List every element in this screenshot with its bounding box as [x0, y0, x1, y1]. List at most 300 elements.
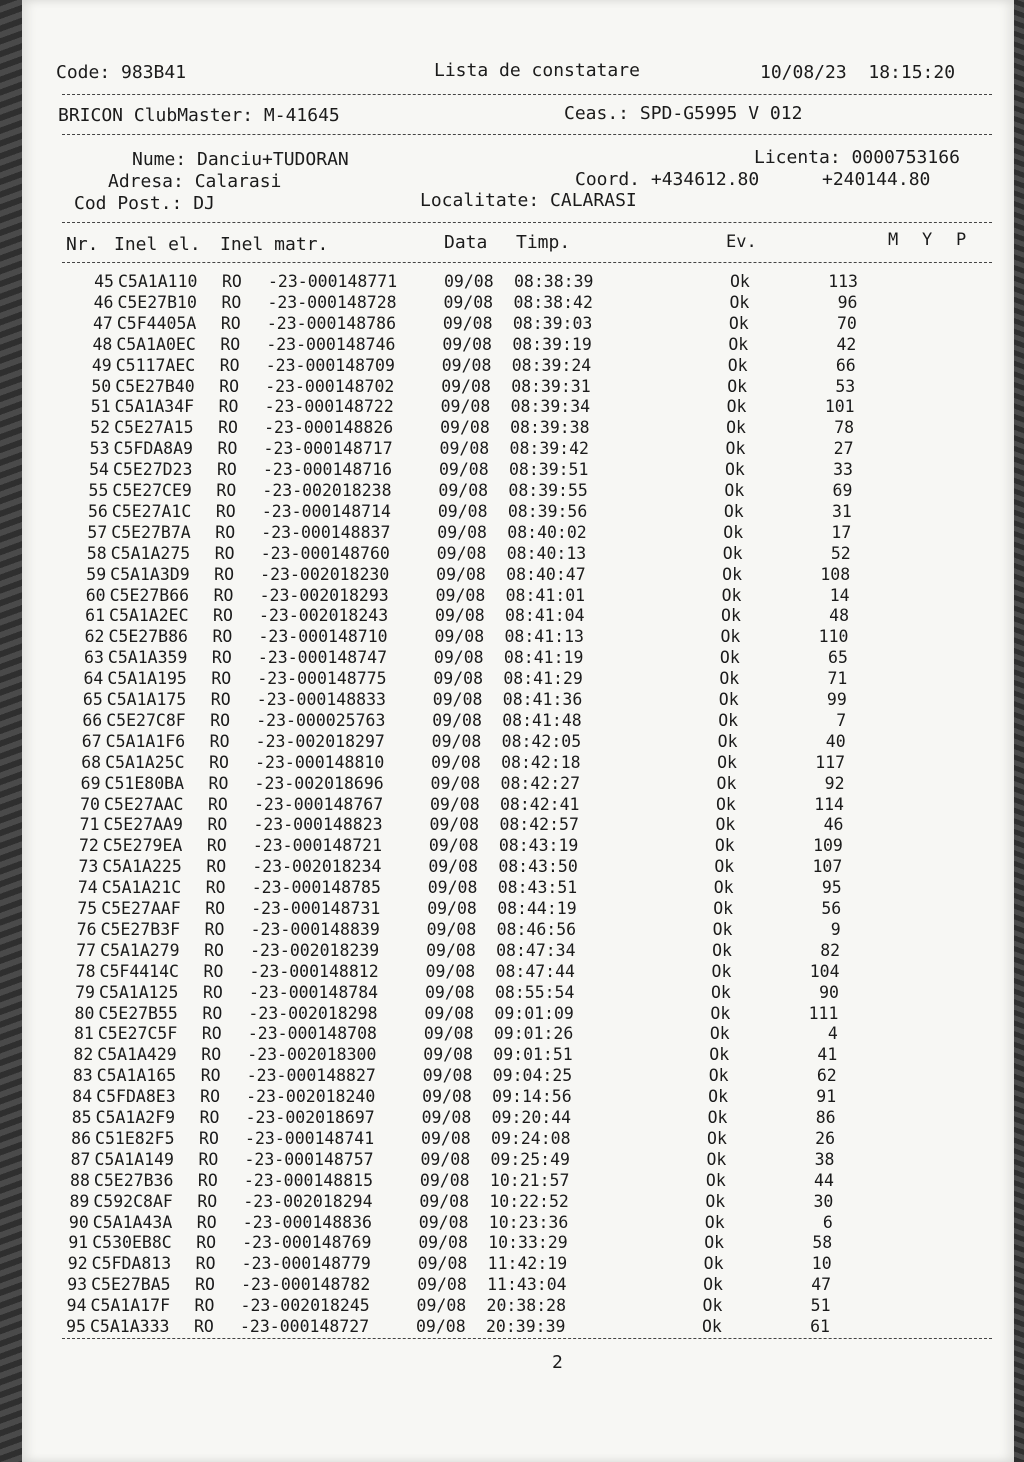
- country-code: RO: [221, 292, 242, 312]
- arrival-date: 09/08: [436, 543, 487, 563]
- arrival-date: 09/08: [431, 731, 482, 751]
- arrival-date: 09/08: [433, 648, 484, 668]
- distance-value: 42: [836, 334, 857, 354]
- row-number: 67: [81, 731, 102, 751]
- arrival-date: 09/08: [423, 1045, 473, 1065]
- country-code: RO: [205, 899, 226, 918]
- arrival-time: 08:40:02: [507, 522, 587, 542]
- event-status: Ok: [714, 836, 735, 856]
- ring-registration: -23-002018300: [247, 1045, 377, 1065]
- ring-registration: -23-002018238: [262, 481, 392, 500]
- coord-second-field: +240144.80: [822, 169, 931, 190]
- event-status: Ok: [719, 669, 740, 689]
- arrival-time: 08:39:38: [510, 418, 590, 438]
- ring-registration: -23-000148727: [240, 1317, 370, 1336]
- coord-field: Coord. +434612.80: [575, 169, 760, 190]
- ring-id: C5E27A15: [114, 418, 194, 438]
- arrival-date: 09/08: [439, 439, 490, 459]
- arrival-time: 08:41:48: [502, 710, 582, 730]
- distance-value: 71: [827, 669, 848, 689]
- license-field: Licenta: 0000753166: [754, 147, 960, 168]
- country-code: RO: [215, 501, 236, 521]
- distance-value: 117: [815, 752, 846, 772]
- event-status: Ok: [722, 543, 743, 563]
- ring-registration: -23-000148722: [264, 397, 394, 417]
- row-number: 76: [76, 919, 97, 939]
- row-number: 87: [70, 1149, 91, 1169]
- ring-registration: -23-002018298: [248, 1003, 378, 1023]
- ring-id: C5E27AA9: [103, 815, 183, 835]
- arrival-time: 09:01:26: [493, 1024, 574, 1044]
- ring-id: C5A1A165: [96, 1066, 177, 1086]
- ring-registration: -23-002018696: [254, 773, 384, 793]
- country-code: RO: [200, 1087, 221, 1107]
- distance-value: 10: [811, 1254, 832, 1274]
- arrival-time: 08:40:47: [506, 564, 586, 584]
- distance-value: 31: [831, 501, 852, 521]
- event-status: Ok: [728, 334, 749, 354]
- arrival-date: 09/08: [417, 1254, 468, 1274]
- distance-value: 61: [810, 1317, 830, 1336]
- event-status: Ok: [703, 1275, 723, 1295]
- row-number: 45: [94, 272, 114, 291]
- arrival-date: 09/08: [426, 940, 476, 960]
- arrival-date: 09/08: [430, 794, 480, 814]
- row-number: 80: [74, 1003, 95, 1023]
- country-code: RO: [196, 1212, 217, 1232]
- ring-id: C5A1A149: [94, 1149, 174, 1169]
- event-status: Ok: [706, 1149, 727, 1169]
- arrival-date: 09/08: [422, 1066, 473, 1086]
- event-status: Ok: [705, 1191, 726, 1211]
- country-code: RO: [220, 313, 241, 333]
- arrival-date: 09/08: [443, 292, 494, 312]
- arrival-date: 09/08: [442, 334, 492, 354]
- arrival-date: 09/08: [444, 272, 494, 291]
- col-header-m: M: [888, 230, 899, 250]
- event-status: Ok: [709, 1024, 730, 1044]
- ring-id: C5A1A3D9: [110, 564, 190, 584]
- ring-registration: -23-002018234: [252, 857, 382, 877]
- arrival-date: 09/08: [440, 418, 490, 438]
- arrival-date: 09/08: [428, 857, 478, 877]
- col-header-ring: Inel el.: [114, 234, 201, 255]
- country-code: RO: [210, 690, 231, 709]
- distance-value: 38: [814, 1149, 835, 1169]
- arrival-time: 11:43:04: [487, 1275, 567, 1295]
- ring-registration: -23-000148709: [265, 355, 395, 375]
- row-number: 54: [89, 460, 109, 480]
- ring-registration: -23-000148823: [253, 815, 383, 835]
- distance-value: 40: [825, 731, 846, 751]
- arrival-time: 08:39:03: [512, 313, 593, 333]
- arrival-time: 08:42:18: [501, 752, 581, 772]
- arrival-date: 09/08: [419, 1191, 470, 1211]
- ring-registration: -23-000148812: [249, 961, 379, 981]
- country-code: RO: [199, 1108, 220, 1127]
- row-number: 94: [66, 1296, 87, 1316]
- ring-id: C5A1A125: [98, 982, 179, 1002]
- distance-value: 48: [829, 606, 850, 626]
- row-number: 71: [79, 815, 100, 835]
- divider: [62, 94, 992, 95]
- arrival-date: 09/08: [421, 1128, 471, 1148]
- address-field: Adresa: Calarasi: [108, 171, 282, 192]
- divider: [62, 262, 992, 263]
- distance-value: 33: [833, 460, 853, 480]
- country-code: RO: [206, 857, 227, 877]
- country-code: RO: [217, 439, 238, 459]
- ring-registration: -23-002018240: [246, 1087, 376, 1107]
- ring-registration: -23-000148779: [241, 1254, 371, 1274]
- row-number: 62: [84, 627, 105, 647]
- arrival-time: 08:38:42: [513, 292, 593, 312]
- ring-id: C5E27AAC: [104, 794, 184, 814]
- row-number: 48: [92, 334, 113, 354]
- ring-id: C5A1A34F: [114, 397, 195, 417]
- country-code: RO: [194, 1296, 215, 1316]
- distance-value: 6: [822, 1212, 833, 1232]
- ring-registration: -23-000148769: [242, 1233, 372, 1253]
- event-status: Ok: [704, 1233, 725, 1253]
- country-code: RO: [197, 1170, 218, 1190]
- row-number: 58: [86, 543, 107, 563]
- arrival-date: 09/08: [425, 961, 476, 981]
- arrival-time: 08:42:05: [501, 731, 582, 751]
- event-status: Ok: [714, 857, 735, 877]
- ring-registration: -23-000148810: [255, 752, 385, 772]
- distance-value: 107: [812, 857, 843, 877]
- event-status: Ok: [720, 627, 741, 647]
- ring-id: C5E27B10: [117, 292, 197, 312]
- country-code: RO: [202, 1003, 223, 1023]
- ring-registration: -23-000148710: [258, 627, 388, 647]
- ring-id: C5A1A1F6: [105, 731, 186, 751]
- ring-registration: -23-000148731: [251, 899, 381, 918]
- row-number: 59: [86, 564, 107, 584]
- ring-registration: -23-000148784: [248, 982, 379, 1002]
- arrival-date: 09/08: [416, 1296, 467, 1316]
- arrival-time: 09:01:09: [494, 1003, 574, 1023]
- event-status: Ok: [713, 899, 734, 918]
- event-status: Ok: [728, 313, 749, 333]
- distance-value: 52: [830, 543, 851, 563]
- arrival-date: 09/08: [434, 627, 485, 647]
- event-status: Ok: [717, 752, 737, 772]
- arrival-time: 08:38:39: [514, 272, 594, 291]
- arrival-date: 09/08: [423, 1024, 474, 1044]
- distance-value: 95: [821, 878, 842, 898]
- distance-value: 110: [818, 627, 849, 647]
- event-status: Ok: [719, 648, 740, 668]
- row-number: 50: [91, 376, 112, 396]
- ring-id: C5A1A359: [107, 648, 188, 668]
- row-number: 72: [79, 836, 99, 856]
- arrival-date: 09/08: [419, 1170, 470, 1190]
- distance-value: 96: [837, 292, 858, 312]
- country-code: RO: [200, 1066, 221, 1086]
- distance-value: 90: [819, 982, 839, 1002]
- distance-value: 66: [835, 355, 856, 375]
- row-number: 78: [75, 961, 96, 981]
- country-code: RO: [220, 334, 241, 354]
- arrival-date: 09/08: [426, 919, 477, 939]
- ring-registration: -23-000148827: [246, 1066, 376, 1086]
- country-code: RO: [198, 1149, 219, 1169]
- ring-id: C530EB8C: [92, 1233, 172, 1253]
- ring-registration: -23-000148782: [241, 1275, 371, 1295]
- row-number: 90: [68, 1212, 89, 1232]
- country-code: RO: [201, 1045, 222, 1065]
- distance-value: 91: [816, 1087, 837, 1107]
- row-number: 95: [66, 1317, 86, 1336]
- arrival-date: 09/08: [416, 1317, 466, 1336]
- distance-value: 26: [815, 1128, 836, 1148]
- ring-id: C5E27B86: [108, 627, 188, 647]
- arrival-time: 10:22:52: [489, 1191, 569, 1211]
- country-code: RO: [194, 1317, 214, 1336]
- col-header-date: Data: [444, 232, 488, 253]
- distance-value: 108: [820, 564, 851, 584]
- event-status: Ok: [711, 961, 732, 981]
- distance-value: 4: [827, 1024, 838, 1044]
- country-code: RO: [213, 606, 233, 626]
- country-code: RO: [203, 961, 224, 981]
- event-status: Ok: [716, 794, 736, 814]
- country-code: RO: [204, 919, 225, 939]
- arrival-time: 10:23:36: [488, 1212, 569, 1232]
- row-number: 74: [77, 878, 98, 898]
- distance-value: 86: [815, 1108, 836, 1127]
- arrival-time: 08:43:50: [498, 857, 578, 877]
- ring-id: C5A1A275: [110, 543, 191, 563]
- row-number: 77: [76, 940, 97, 960]
- arrival-date: 09/08: [430, 773, 481, 793]
- ring-id: C5E27B7A: [111, 522, 191, 542]
- ring-id: C5A1A110: [118, 272, 198, 291]
- ring-registration: -23-000148717: [263, 439, 393, 459]
- distance-value: 101: [824, 397, 855, 417]
- ring-id: C5FDA813: [91, 1254, 172, 1274]
- arrival-date: 09/08: [427, 878, 478, 898]
- document-title: Lista de constatare: [434, 60, 640, 81]
- event-status: Ok: [710, 1003, 731, 1023]
- arrival-time: 09:04:25: [492, 1066, 573, 1086]
- ring-id: C5A1A2F9: [95, 1108, 176, 1127]
- row-number: 60: [85, 585, 106, 605]
- arrival-date: 09/08: [420, 1149, 471, 1169]
- ring-id: C5E27B55: [98, 1003, 178, 1023]
- arrival-date: 09/08: [421, 1108, 472, 1127]
- country-code: RO: [209, 752, 229, 772]
- divider: [62, 222, 992, 223]
- arrival-time: 09:24:08: [491, 1128, 571, 1148]
- col-header-y: Y: [922, 230, 933, 250]
- row-number: 69: [80, 773, 101, 793]
- arrival-time: 08:43:19: [498, 836, 579, 856]
- event-status: Ok: [708, 1066, 729, 1086]
- row-number: 68: [81, 752, 102, 772]
- event-status: Ok: [708, 1087, 729, 1107]
- event-status: Ok: [724, 460, 745, 480]
- country-code: RO: [218, 397, 239, 417]
- event-status: Ok: [721, 585, 742, 605]
- arrival-date: 09/08: [441, 376, 491, 396]
- country-code: RO: [210, 710, 231, 730]
- ring-registration: -23-000148767: [254, 794, 384, 814]
- ring-id: C5A1A225: [102, 857, 182, 877]
- arrival-time: 08:41:13: [504, 627, 584, 647]
- row-number: 93: [67, 1275, 88, 1295]
- distance-value: 109: [813, 836, 843, 856]
- distance-value: 51: [810, 1296, 831, 1316]
- arrival-date: 09/08: [437, 522, 487, 542]
- arrival-date: 09/08: [438, 481, 489, 500]
- name-field: Nume: Danciu+TUDORAN: [132, 149, 349, 170]
- row-number: 61: [85, 606, 106, 626]
- ring-registration: -23-000148833: [256, 690, 386, 709]
- distance-value: 92: [824, 773, 845, 793]
- distance-value: 47: [811, 1275, 832, 1295]
- row-number: 70: [80, 794, 100, 814]
- ring-registration: -23-000148775: [257, 669, 387, 689]
- row-number: 88: [70, 1170, 90, 1190]
- arrival-date: 09/08: [435, 606, 485, 626]
- ring-id: C5E279EA: [102, 836, 183, 856]
- row-number: 56: [87, 501, 108, 521]
- country-code: RO: [211, 648, 232, 668]
- ring-registration: -23-002018243: [259, 606, 389, 626]
- distance-value: 7: [836, 710, 847, 730]
- event-status: Ok: [725, 439, 746, 459]
- country-code: RO: [208, 773, 229, 793]
- ring-id: C5FDA8E3: [96, 1087, 176, 1107]
- background-fabric-right: [1014, 0, 1024, 1462]
- arrival-time: 08:41:36: [502, 690, 583, 709]
- arrival-time: 09:01:51: [493, 1045, 573, 1065]
- arrival-time: 08:41:29: [503, 669, 583, 689]
- distance-value: 9: [830, 919, 841, 939]
- row-number: 66: [82, 710, 103, 730]
- distance-value: 114: [814, 794, 844, 814]
- distance-value: 99: [826, 690, 847, 709]
- arrival-time: 20:39:39: [486, 1317, 566, 1336]
- arrival-date: 09/08: [433, 669, 484, 689]
- arrival-time: 08:41:04: [505, 606, 585, 626]
- ring-id: C5A1A43A: [92, 1212, 173, 1232]
- ring-registration: -23-000148721: [252, 836, 383, 856]
- arrival-date: 09/08: [424, 982, 475, 1002]
- row-number: 85: [71, 1108, 92, 1127]
- ring-registration: -23-002018294: [243, 1191, 373, 1211]
- ring-registration: -23-002018230: [260, 564, 390, 584]
- arrival-date: 09/08: [442, 313, 493, 333]
- event-status: Ok: [703, 1254, 724, 1274]
- row-number: 63: [84, 648, 104, 668]
- ring-registration: -23-000148716: [262, 460, 393, 480]
- ring-id: C5E27BA5: [91, 1275, 171, 1295]
- distance-value: 111: [808, 1003, 839, 1023]
- arrival-time: 10:33:29: [488, 1233, 568, 1253]
- print-datetime: 10/08/23 18:15:20: [760, 62, 956, 83]
- ring-registration: -23-000148785: [251, 878, 381, 898]
- arrival-time: 08:41:01: [505, 585, 586, 605]
- ring-id: C5F4405A: [116, 313, 197, 333]
- country-code: RO: [214, 564, 235, 584]
- event-status: Ok: [713, 878, 734, 898]
- printout-page: [22, 0, 1014, 1462]
- ring-registration: -23-000148714: [261, 501, 391, 521]
- event-status: Ok: [712, 919, 733, 939]
- event-status: Ok: [723, 501, 744, 521]
- row-number: 83: [72, 1066, 93, 1086]
- ring-id: C5A1A17F: [90, 1296, 171, 1316]
- event-status: Ok: [704, 1212, 725, 1232]
- arrival-date: 09/08: [437, 501, 488, 521]
- arrival-date: 09/08: [427, 899, 477, 918]
- event-status: Ok: [730, 272, 750, 291]
- arrival-time: 10:21:57: [489, 1170, 570, 1190]
- ring-id: C5A1A279: [100, 940, 180, 960]
- country-code: RO: [195, 1275, 215, 1295]
- ring-registration: -23-002018245: [240, 1296, 370, 1316]
- ring-id: C5A1A21C: [101, 878, 182, 898]
- country-code: RO: [202, 982, 223, 1002]
- ring-id: C5A1A429: [97, 1045, 177, 1065]
- arrival-time: 08:39:56: [507, 501, 588, 521]
- distance-value: 41: [817, 1045, 838, 1065]
- row-number: 51: [90, 397, 111, 417]
- event-status: Ok: [712, 940, 732, 960]
- country-code: RO: [212, 627, 233, 647]
- event-status: Ok: [718, 710, 739, 730]
- row-number: 81: [73, 1024, 94, 1044]
- ring-registration: -23-000148708: [247, 1024, 377, 1044]
- country-code: RO: [218, 418, 238, 438]
- ring-id: C5E27A1C: [111, 501, 192, 521]
- row-number: 91: [68, 1233, 89, 1253]
- ring-id: C5A1A333: [90, 1317, 170, 1336]
- arrival-time: 08:39:19: [512, 334, 592, 354]
- country-code: RO: [219, 376, 240, 396]
- ring-registration: -23-000148760: [260, 543, 390, 563]
- distance-value: 27: [833, 439, 854, 459]
- arrival-date: 09/08: [432, 710, 482, 730]
- ring-id: C5E27CE9: [112, 481, 192, 500]
- ring-registration: -23-000148757: [244, 1149, 374, 1169]
- ring-id: C5E27B40: [115, 376, 195, 396]
- row-number: 79: [75, 982, 95, 1002]
- arrival-time: 08:42:57: [499, 815, 579, 835]
- country-code: RO: [207, 815, 228, 835]
- ring-id: C5E27D23: [112, 460, 193, 480]
- country-code: RO: [197, 1191, 218, 1211]
- arrival-time: 09:14:56: [492, 1087, 572, 1107]
- event-status: Ok: [729, 292, 750, 312]
- event-status: Ok: [722, 564, 743, 584]
- ring-registration: -23-000148747: [257, 648, 388, 668]
- ring-id: C5A1A25C: [105, 752, 185, 772]
- event-status: Ok: [724, 481, 745, 500]
- row-number: 47: [93, 313, 113, 333]
- ring-id: C5E27C5F: [97, 1024, 178, 1044]
- row-number: 84: [72, 1087, 93, 1107]
- ring-id: C5E27B36: [93, 1170, 174, 1190]
- row-number: 82: [73, 1045, 94, 1065]
- divider: [62, 134, 992, 135]
- ring-id: C5E27AAF: [101, 899, 181, 918]
- country-code: RO: [215, 522, 236, 542]
